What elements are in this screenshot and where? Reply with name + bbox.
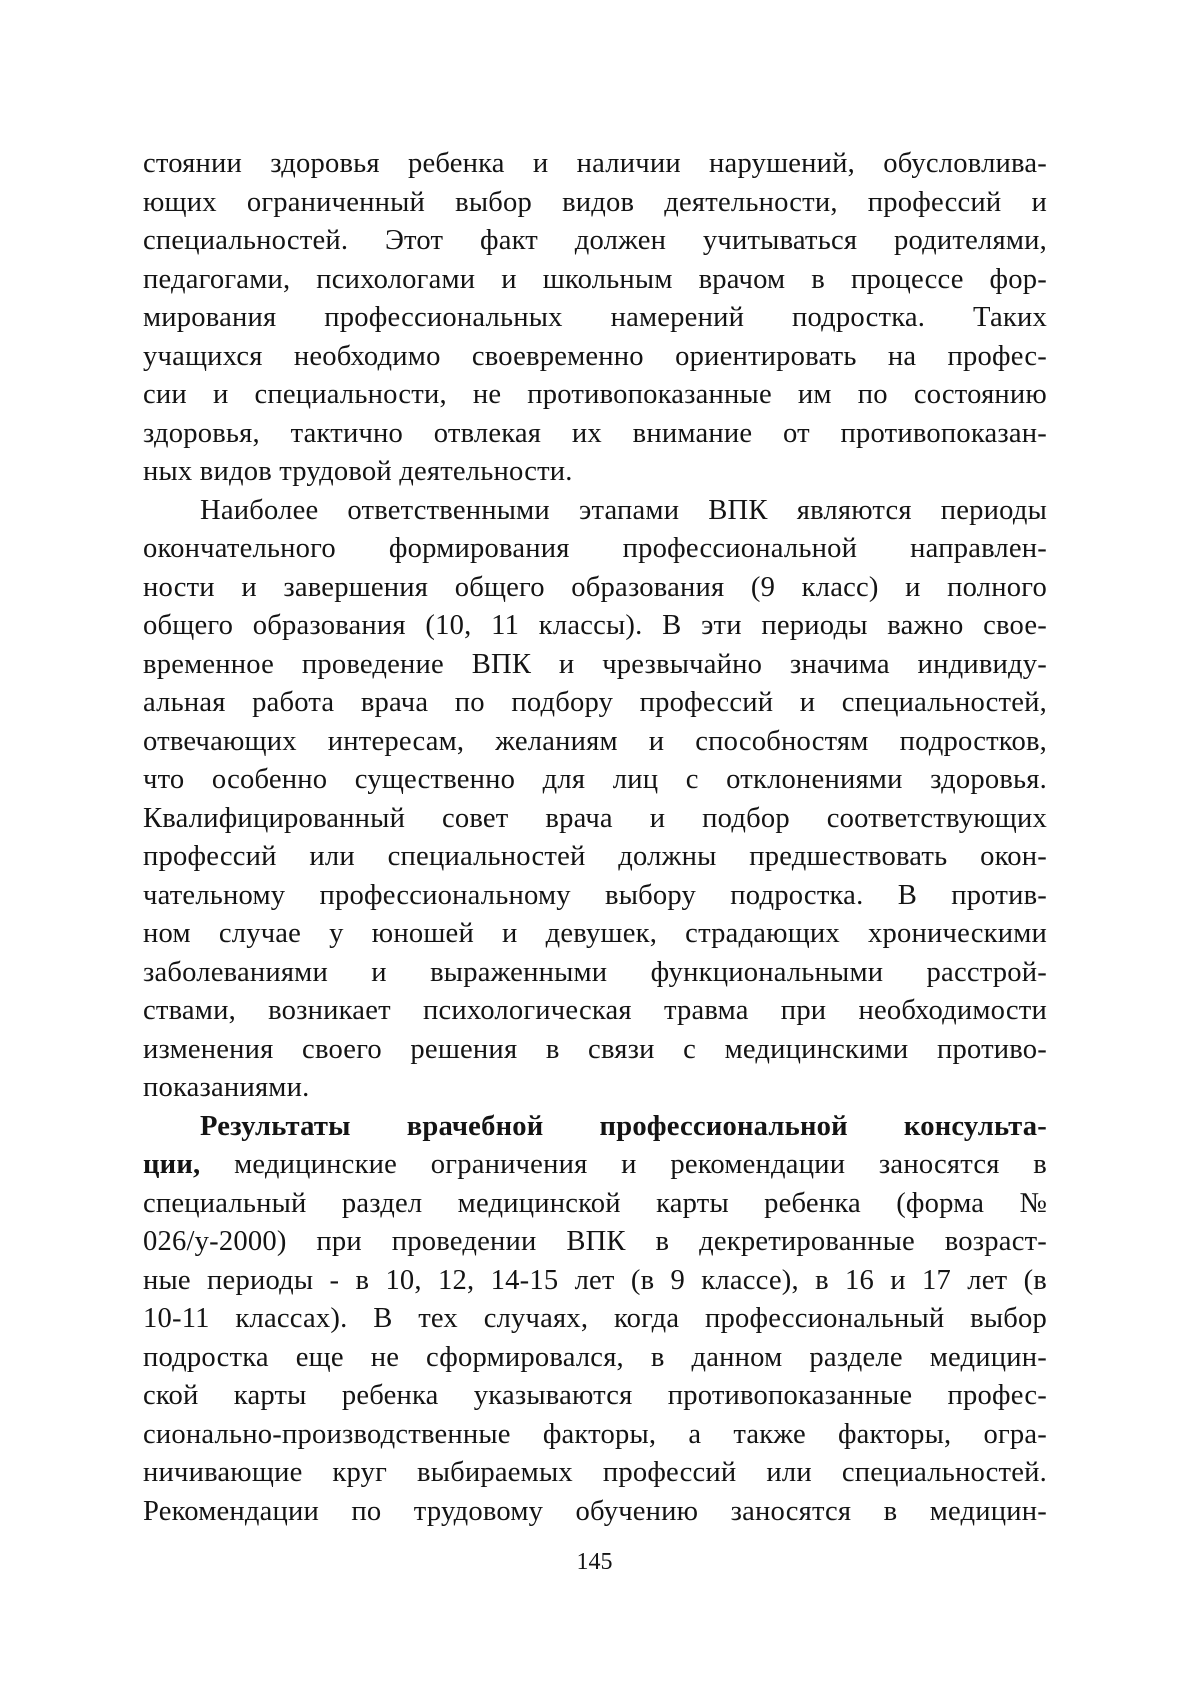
text-line: ные периоды - в 10, 12, 14-15 лет (в 9 классе), в 16 и 17 лет (в [143,1264,1047,1296]
text-line: что особенно существенно для лиц с отклонениями здоровья. [143,764,1047,795]
text-line: заболеваниями и выраженными функциональными расстрой- [143,956,1047,988]
text-line: подростка еще не сформировался, в данном разделе медицин- [143,1341,1047,1373]
text-line: учащихся необходимо своевременно ориентировать на профес- [143,340,1047,372]
text-line: показаниями. [143,1072,310,1103]
text-line: ствами, возникает психологическая травма при необходимости [143,995,1047,1026]
text-line: альная работа врача по подбору профессий и специальностей, [143,687,1047,718]
text-line: 10-11 классах). В тех случаях, когда профессиональный выбор [143,1303,1047,1334]
text-line: мирования профессиональных намерений подростка. Таких [143,302,1047,333]
text-line [143,1146,1047,1185]
paragraph-1 [143,145,1047,492]
text-line: 026/у-2000) при проведении ВПК в декретированные возраст- [143,1226,1047,1257]
text-line: Квалифицированный совет врача и подбор соответствующих [143,802,1047,834]
page-number: 145 [576,1549,613,1575]
text-line: ской карты ребенка указываются противопоказанные профес- [143,1380,1047,1411]
text-line: специальностей. Этот факт должен учитываться родителями, [143,225,1047,256]
text-line: ющих ограниченный выбор видов деятельности, профессий и [143,186,1047,218]
text-line: сионально-производственные факторы, а также факторы, огра- [143,1418,1047,1450]
text-line: Наиболее ответственными этапами ВПК являются периоды [200,494,1047,526]
text-line: чательному профессиональному выбору подростка. В против- [143,879,1047,911]
text-line: временное проведение ВПК и чрезвычайно значима индивиду- [143,648,1047,680]
text-line: ных видов трудовой деятельности. [143,456,573,487]
text-line: здоровья, тактично отвлекая их внимание от противопоказан- [143,417,1047,449]
text-line: общего образования (10, 11 классы). В эти периоды важно свое- [143,610,1047,641]
paragraph-2 [143,492,1047,1108]
text-run: медицинские ограничения и рекомендации заносятся в [200,1149,1047,1180]
text-line: сии и специальности, не противопоказанные им по состоянию [143,379,1047,410]
text-line: ном случае у юношей и девушек, страдающих хроническими [143,918,1047,949]
text-line: изменения своего решения в связи с медицинскими противо- [143,1033,1047,1065]
body-text [143,145,1047,1531]
text-line: стоянии здоровья ребенка и наличии нарушений, обусловлива- [143,148,1047,179]
text-line: отвечающих интересам, желаниям и способностям подростков, [143,725,1047,757]
text-line: профессий или специальностей должны предшествовать окон- [143,841,1047,872]
bold-heading-line: Результаты врачебной профессиональной консульта- [200,1110,1047,1142]
text-line: Рекомендации по трудовому обучению заносятся в медицин- [143,1495,1047,1527]
text-line: ничивающие круг выбираемых профессий или специальностей. [143,1457,1047,1488]
paragraph-3 [143,1108,1047,1532]
text-line: специальный раздел медицинской карты ребенка (форма № [143,1187,1047,1219]
text-line: окончательного формирования профессиональной направлен- [143,533,1047,564]
bold-heading-end: ции, [143,1149,201,1180]
text-line: ности и завершения общего образования (9 класс) и полного [143,571,1047,603]
text-line: педагогами, психологами и школьным врачом в процессе фор- [143,263,1047,295]
